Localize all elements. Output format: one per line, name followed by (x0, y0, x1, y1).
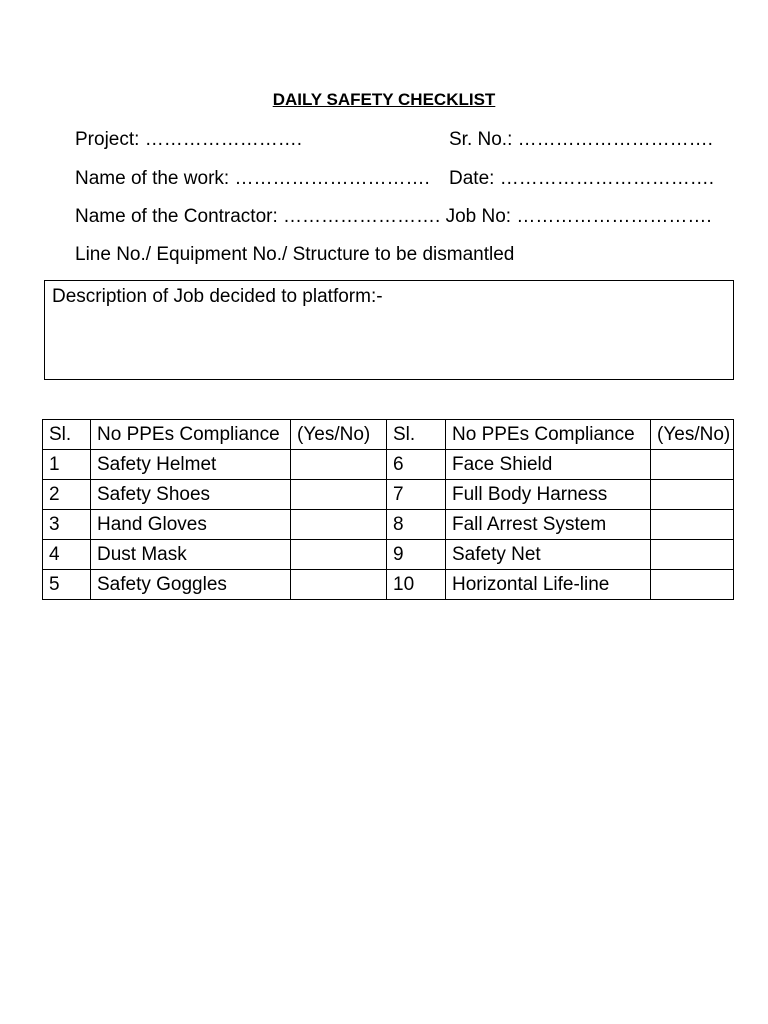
ppe-name-cell: Full Body Harness (446, 480, 651, 510)
table-row (43, 510, 734, 540)
sr-no-field: Sr. No.: …………………………. (449, 129, 713, 150)
ppe-compliance-table (42, 419, 734, 600)
header-sl: Sl. (43, 420, 91, 450)
yes-no-cell[interactable] (291, 570, 387, 600)
header-yes-no: (Yes/No) (651, 420, 734, 450)
header-ppe: No PPEs Compliance (91, 420, 291, 450)
yes-no-cell[interactable] (651, 450, 734, 480)
page-title: DAILY SAFETY CHECKLIST (272, 90, 496, 109)
table-header-row (43, 420, 734, 450)
sl-cell: 5 (43, 570, 91, 600)
ppe-name-cell: Hand Gloves (91, 510, 291, 540)
description-box (44, 280, 734, 380)
table-row (43, 540, 734, 570)
yes-no-cell[interactable] (651, 510, 734, 540)
yes-no-cell[interactable] (291, 540, 387, 570)
ppe-name-cell: Safety Shoes (91, 480, 291, 510)
header-ppe: No PPEs Compliance (446, 420, 651, 450)
header-sl: Sl. (387, 420, 446, 450)
project-field: Project: ……………………. (75, 129, 302, 150)
yes-no-cell[interactable] (651, 480, 734, 510)
yes-no-cell[interactable] (291, 450, 387, 480)
sl-cell: 3 (43, 510, 91, 540)
sl-cell: 2 (43, 480, 91, 510)
ppe-name-cell: Horizontal Life-line (446, 570, 651, 600)
sl-cell: 7 (387, 480, 446, 510)
sl-cell: 1 (43, 450, 91, 480)
contractor-job-field: Name of the Contractor: ……………………. Job No: …………………………. (75, 206, 712, 227)
sl-cell: 10 (387, 570, 446, 600)
name-of-work-field: Name of the work: …………………………. (75, 168, 430, 189)
line-equipment-field: Line No./ Equipment No./ Structure to be dismantled (75, 244, 515, 265)
table-row (43, 450, 734, 480)
date-field: Date: ……………………………. (449, 168, 714, 189)
sl-cell: 9 (387, 540, 446, 570)
table-row (43, 570, 734, 600)
sl-cell: 4 (43, 540, 91, 570)
sl-cell: 6 (387, 450, 446, 480)
ppe-name-cell: Fall Arrest System (446, 510, 651, 540)
ppe-name-cell: Safety Helmet (91, 450, 291, 480)
yes-no-cell[interactable] (651, 540, 734, 570)
ppe-name-cell: Safety Net (446, 540, 651, 570)
ppe-name-cell: Dust Mask (91, 540, 291, 570)
ppe-name-cell: Safety Goggles (91, 570, 291, 600)
yes-no-cell[interactable] (651, 570, 734, 600)
header-yes-no: (Yes/No) (291, 420, 387, 450)
sl-cell: 8 (387, 510, 446, 540)
ppe-name-cell: Face Shield (446, 450, 651, 480)
table-row (43, 480, 734, 510)
yes-no-cell[interactable] (291, 510, 387, 540)
yes-no-cell[interactable] (291, 480, 387, 510)
description-label: Description of Job decided to platform:- (52, 286, 383, 307)
